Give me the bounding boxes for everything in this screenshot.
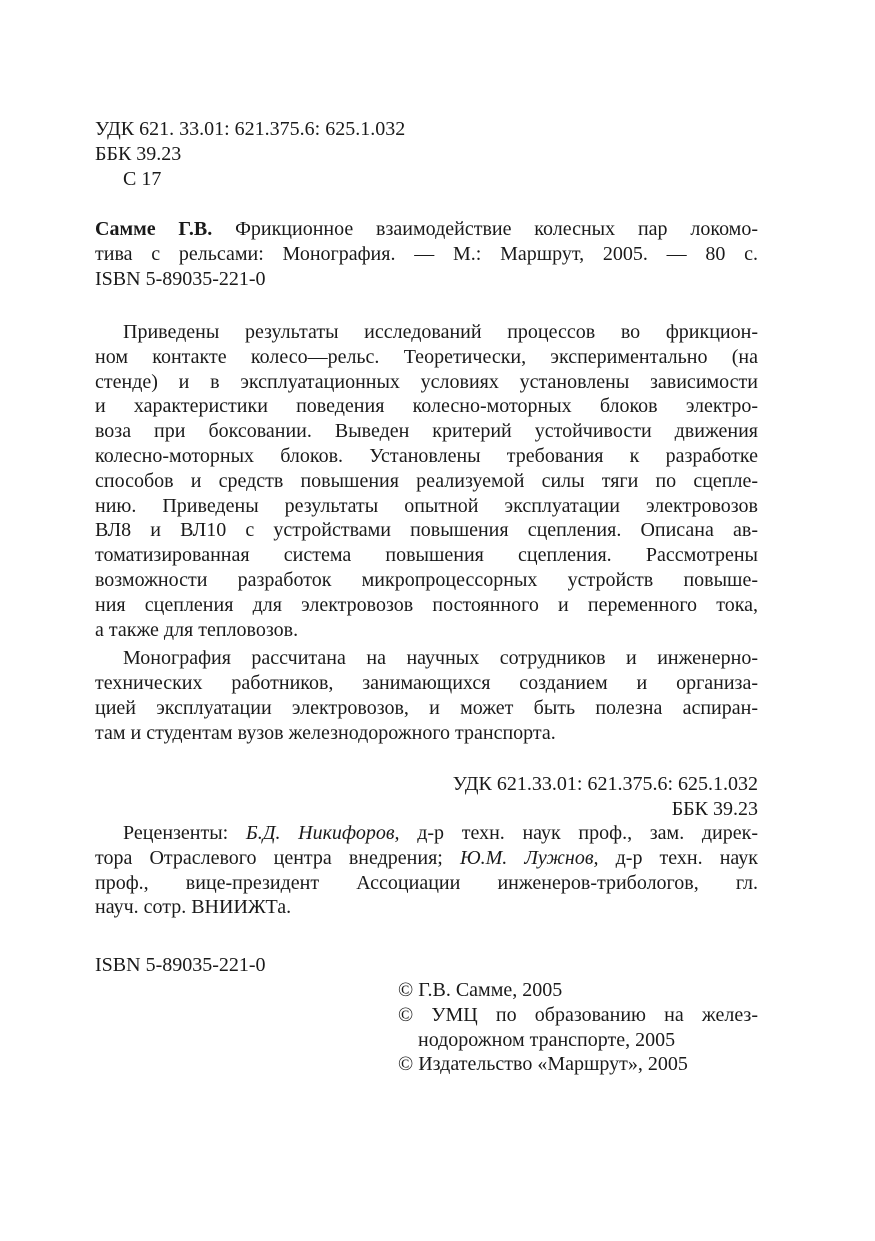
copyright-line: © Г.В. Самме, 2005 (398, 979, 563, 1001)
author-mark: С 17 (123, 167, 162, 190)
citation-author: Самме Г.В. (95, 218, 213, 240)
reviewer-desc: д-р техн. наук проф., зам. дирек- (399, 822, 759, 844)
citation-title: Фрикционное взаимодействие колесных пар локомо- (212, 218, 758, 240)
citation-isbn: ISBN 5-89035-221-0 (95, 267, 266, 290)
abstract-line: а также для тепловозов. (95, 618, 299, 641)
abstract (95, 320, 758, 746)
reviewer-desc: науч. сотр. ВНИИЖТа. (95, 896, 292, 919)
bbk-code: ББК 39.23 (95, 142, 182, 165)
reviewers-label: Рецензенты: (123, 822, 246, 844)
copyright-line: нодорожном транспорте, 2005 (418, 1028, 676, 1051)
bibliographic-citation (95, 217, 758, 291)
abstract-paragraph (95, 646, 758, 745)
abstract-line: томатизированная система повышения сцепления. Рассмотрены (95, 544, 758, 567)
abstract-line: стенде) и в эксплуатационных условиях установлены зависимости (95, 370, 758, 393)
abstract-line: и характеристики поведения колесно-моторных блоков электро- (95, 395, 758, 418)
isbn: ISBN 5-89035-221-0 (95, 954, 266, 976)
copyright-line: © Издательство «Маршрут», 2005 (398, 1053, 688, 1076)
abstract-line: возможности разработок микропроцессорных устройств повыше- (95, 568, 758, 591)
abstract-line: ВЛ8 и ВЛ10 с устройствами повышения сцепления. Описана ав- (95, 519, 758, 542)
classification-block (95, 772, 758, 822)
reviewer-desc: проф., вице-президент Ассоциации инженеров-трибологов, гл. (95, 871, 758, 894)
abstract-line: там и студентам вузов железнодорожного транспорта. (95, 721, 556, 744)
copyright-block (398, 978, 758, 1077)
abstract-line: Монография рассчитана на научных сотрудников и инженерно- (123, 647, 758, 670)
abstract-line: воза при боксовании. Выведен критерий устойчивости движения (95, 420, 758, 443)
citation-publisher: тива с рельсами: Монография. — М.: Маршрут, 2005. — 80 с. (95, 242, 758, 265)
isbn-footer (95, 953, 758, 978)
reviewer-name: Ю.М. Лужнов, (459, 846, 599, 869)
abstract-line: колесно-моторных блоков. Установлены требования к разработке (95, 444, 758, 467)
abstract-line: Приведены результаты исследований процессов во фрикцион- (123, 321, 758, 343)
copyright-line: © УМЦ по образованию на желез- (398, 1003, 758, 1026)
abstract-paragraph (95, 320, 758, 642)
reviewer-name: Б.Д. Никифоров, (245, 822, 400, 844)
abstract-line: технических работников, занимающихся созданием и организа- (95, 672, 758, 695)
udk-code: УДК 621. 33.01: 621.375.6: 625.1.032 (95, 118, 406, 140)
reviewer-desc: тора Отраслевого центра внедрения; (95, 846, 460, 869)
bbk-code-right: ББК 39.23 (671, 797, 758, 820)
abstract-line: нию. Приведены результаты опытной эксплуатации электровозов (95, 494, 758, 517)
abstract-line: ния сцепления для электровозов постоянного и переменного тока, (95, 593, 758, 616)
abstract-line: ном контакте колесо—рельс. Теоретически, экспериментально (на (95, 345, 758, 368)
header-classification (95, 117, 758, 191)
udk-code-right: УДК 621.33.01: 621.375.6: 625.1.032 (452, 773, 758, 795)
abstract-line: способов и средств повышения реализуемой силы тяги по сцепле- (95, 469, 758, 492)
reviewer-desc: д-р техн. наук (598, 846, 758, 869)
abstract-line: цией эксплуатации электровозов, и может быть полезна аспиран- (95, 696, 758, 719)
reviewers (95, 821, 758, 920)
